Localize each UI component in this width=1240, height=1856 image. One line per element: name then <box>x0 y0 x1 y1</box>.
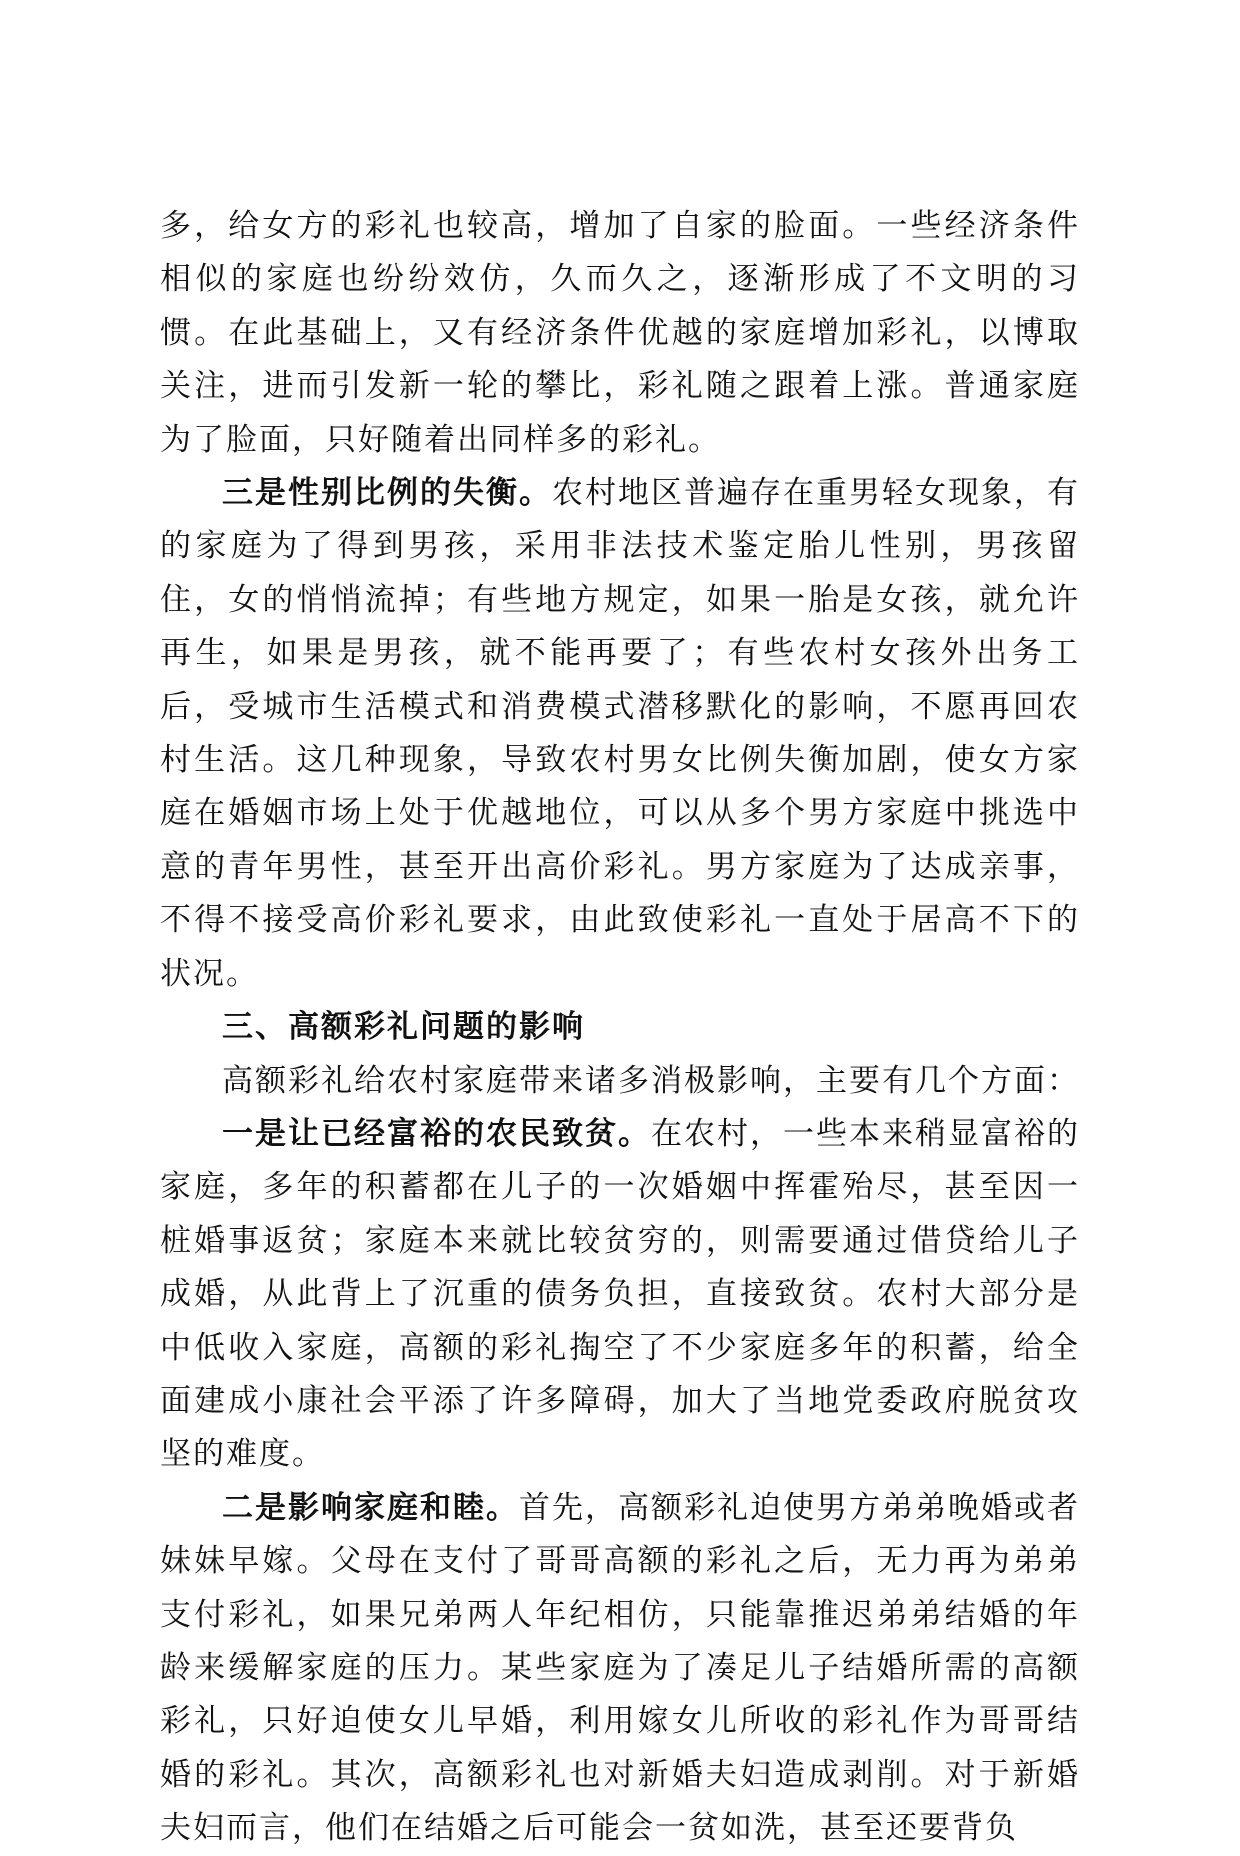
paragraph-poverty <box>160 1108 1080 1482</box>
paragraph-gender-imbalance <box>160 467 1080 1001</box>
paragraph-lead: 一是让已经富裕的农民致贫。 <box>222 1115 651 1152</box>
paragraph-impact-intro <box>160 1055 1080 1108</box>
paragraph-lead: 三是性别比例的失衡。 <box>222 475 552 512</box>
paragraph-comparison-continued <box>160 200 1080 467</box>
paragraph-text: 高额彩礼给农村家庭带来诸多消极影响，主要有几个方面： <box>222 1062 1080 1099</box>
paragraph-text: 农村地区普遍存在重男轻女现象，有的家庭为了得到男孩，采用非法技术鉴定胎儿性别，男孩留住，女的悄悄流掉；有些地方规定，如果一胎是女孩，就允许再生，如果是男孩，就不能再要了；有些农村女孩外出务工后，受城市生活模式和消费模式潜移默化的影响，不愿再回农村生活。这几种现象，导致农村男女比例失衡加剧，使女方家庭在婚姻市场上处于优越地位，可以从多个男方家庭中挑选中意的青年男性，甚至开出高价彩礼。男方家庭为了达成亲事，不得不接受高价彩礼要求，由此致使彩礼一直处于居高不下的状况。 <box>160 475 1080 992</box>
document-page <box>160 200 1080 1856</box>
paragraph-lead: 二是影响家庭和睦。 <box>222 1489 519 1526</box>
paragraph-text: 多，给女方的彩礼也较高，增加了自家的脸面。一些经济条件相似的家庭也纷纷效仿，久而久之，逐渐形成了不文明的习惯。在此基础上，又有经济条件优越的家庭增加彩礼，以博取关注，进而引发新一轮的攀比，彩礼随之跟着上涨。普通家庭为了脸面，只好随着出同样多的彩礼。 <box>160 208 1080 458</box>
paragraph-family-harmony <box>160 1482 1080 1856</box>
paragraph-text: 首先，高额彩礼迫使男方弟弟晚婚或者妹妹早嫁。父母在支付了哥哥高额的彩礼之后，无力再为弟弟支付彩礼，如果兄弟两人年纪相仿，只能靠推迟弟弟结婚的年龄来缓解家庭的压力。某些家庭为了凑足儿子结婚所需的高额彩礼，只好迫使女儿早婚，利用嫁女儿所收的彩礼作为哥哥结婚的彩礼。其次，高额彩礼也对新婚夫妇造成剥削。对于新婚夫妇而言，他们在结婚之后可能会一贫如洗，甚至还要背负 <box>160 1489 1080 1847</box>
paragraph-text: 在农村，一些本来稍显富裕的家庭，多年的积蓄都在儿子的一次婚姻中挥霍殆尽，甚至因一桩婚事返贫；家庭本来就比较贫穷的，则需要通过借贷给儿子成婚，从此背上了沉重的债务负担，直接致贫。农村大部分是中低收入家庭，高额的彩礼掏空了不少家庭多年的积蓄，给全面建成小康社会平添了许多障碍，加大了当地党委政府脱贫攻坚的难度。 <box>160 1115 1080 1473</box>
section-heading: 三、高额彩礼问题的影响 <box>222 1009 585 1046</box>
